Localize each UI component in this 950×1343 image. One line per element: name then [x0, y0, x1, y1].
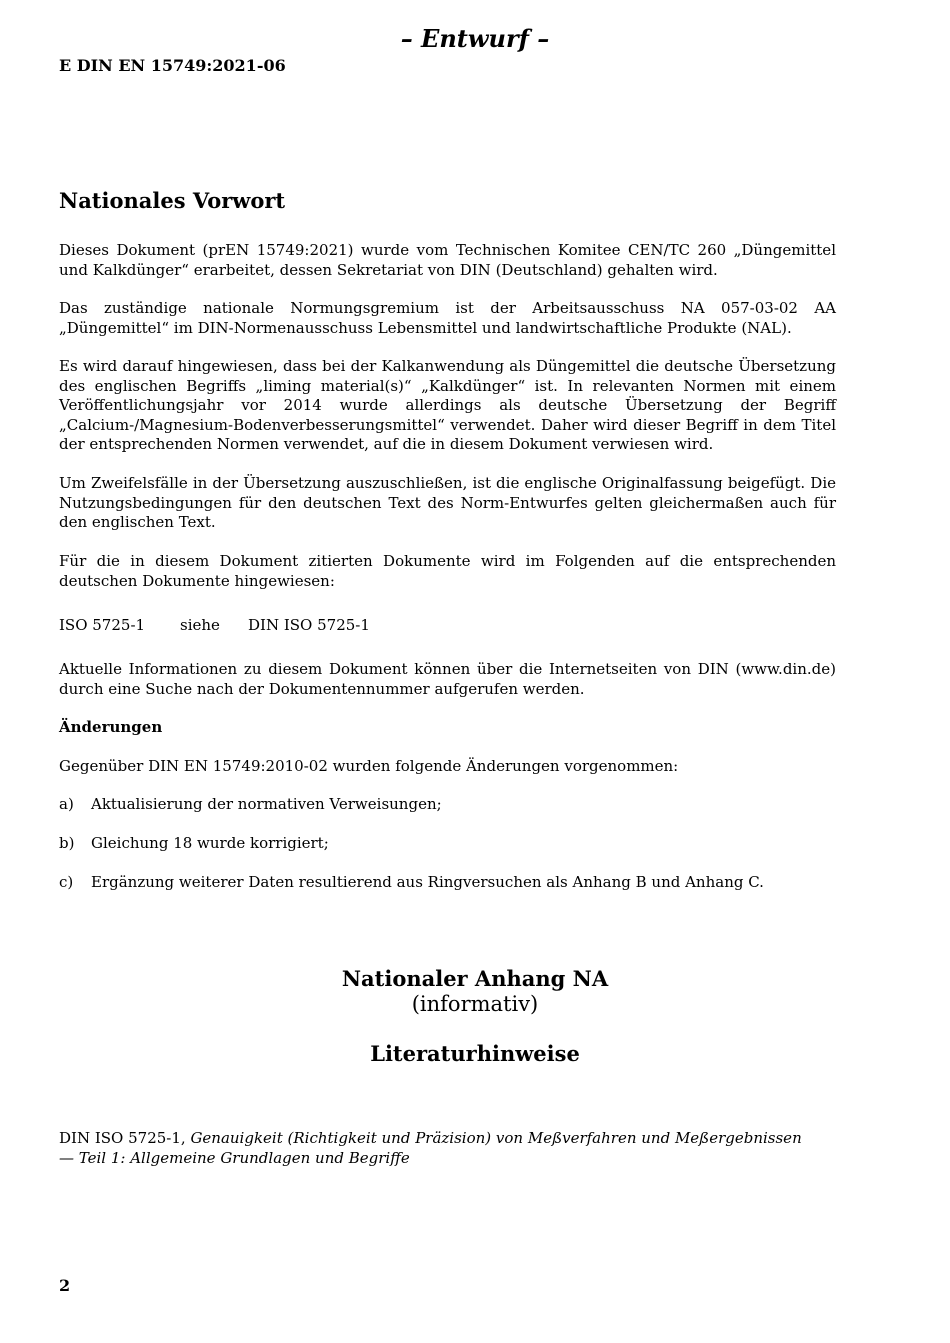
- list-item-text: Gleichung 18 wurde korrigiert;: [91, 834, 329, 852]
- reference-relation: siehe: [180, 616, 220, 634]
- changes-heading: Änderungen: [59, 718, 163, 736]
- paragraph-4: Um Zweifelsfälle in der Übersetzung auszuschließen, ist die englische Originalfassung beigefügt. Die Nutzungsbedingungen für den deutschen Text des Norm-Entwurfes gelten gleichermaßen auch für den englischen Text.: [59, 474, 836, 531]
- bibliography-entry: [59, 1128, 819, 1168]
- changes-intro: [59, 757, 678, 775]
- list-item-label: b): [59, 834, 75, 852]
- document-id: E DIN EN 15749:2021-06: [59, 56, 286, 75]
- list-item-text: Ergänzung weiterer Daten resultierend aus Ringversuchen als Anhang B und Anhang C.: [91, 873, 764, 891]
- annex-title: Nationaler Anhang NA: [341, 966, 609, 991]
- annex-subtitle: (informativ): [411, 992, 539, 1016]
- reference-target: DIN ISO 5725-1: [248, 616, 370, 634]
- list-item-label: c): [59, 873, 74, 891]
- paragraph-3: Es wird darauf hingewiesen, dass bei der Kalkanwendung als Düngemittel die deutsche Übersetzung des englischen Begriffs „liming material(s)“ „Kalkdünger“ ist. In relevanten Normen mit einem Veröffentlichungsjahr vor 2014 wurde allerdings als deutsche Übersetzung der Begriff „Calcium-/Magnesium-Bodenverbesserungsmittel“ verwendet. Daher wird dieser Begriff in dem Titel der entsprechenden Normen verwendet, auf die in diesem Dokument verwiesen wird.: [59, 357, 836, 453]
- page-number: 2: [59, 1276, 71, 1295]
- paragraph-1: Dieses Dokument (prEN 15749:2021) wurde vom Technischen Komitee CEN/TC 260 „Düngemittel und Kalkdünger“ erarbeitet, dessen Sekretariat von DIN (Deutschland) gehalten wird.: [59, 241, 836, 279]
- bibliography-ref-id: DIN ISO 5725-1,: [59, 1129, 191, 1147]
- literature-title: Literaturhinweise: [370, 1041, 580, 1066]
- list-item-text: Aktualisierung der normativen Verweisungen;: [91, 795, 442, 813]
- info-paragraph: Aktuelle Informationen zu diesem Dokument können über die Internetseiten von DIN (www.din.de) durch eine Suche nach der Dokumentennummer aufgerufen werden.: [59, 660, 836, 698]
- changes-intro-text: Gegenüber DIN EN 15749:2010-02 wurden folgende Änderungen vorgenommen:: [59, 757, 679, 775]
- section-title: Nationales Vorwort: [59, 188, 286, 213]
- list-item-label: a): [59, 795, 74, 813]
- paragraph-5: Für die in diesem Dokument zitierten Dokumente wird im Folgenden auf die entsprechenden deutschen Dokumente hingewiesen:: [59, 552, 836, 590]
- reference-source: ISO 5725-1: [59, 616, 146, 634]
- draft-label: – Entwurf –: [400, 24, 550, 53]
- bibliography-ref-title: Genauigkeit (Richtigkeit und Präzision) von Meßverfahren und Meßergebnissen — Teil 1: Allgemeine Grundlagen und Begriffe: [59, 1129, 802, 1167]
- paragraph-2: Das zuständige nationale Normungsgremium ist der Arbeitsausschuss NA 057-03-02 AA „Düngemittel“ im DIN-Normenausschuss Lebensmittel und landwirtschaftliche Produkte (NAL).: [59, 299, 836, 337]
